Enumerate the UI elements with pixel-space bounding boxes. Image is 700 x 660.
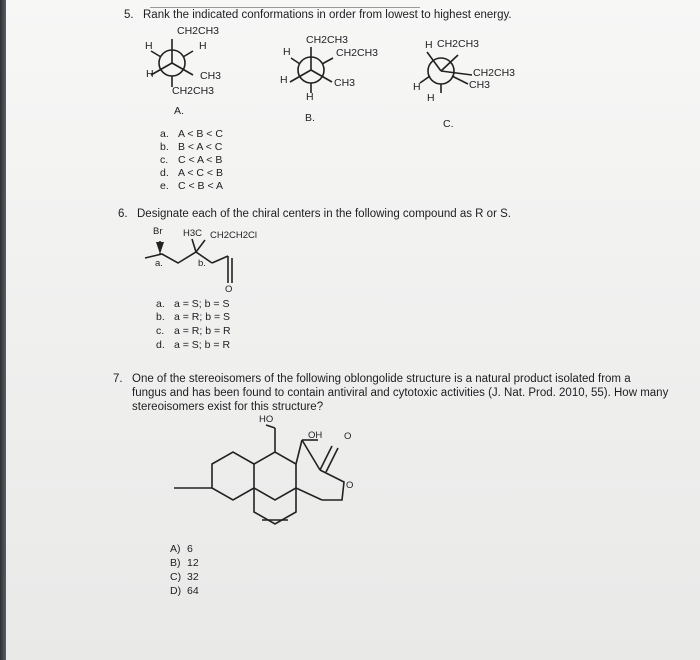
q6-number: 6. bbox=[118, 208, 128, 220]
q7-option-a-text[interactable]: 6 bbox=[187, 543, 193, 555]
q6-center-b-label: b. bbox=[198, 258, 206, 269]
q7-ring-o-label: O bbox=[346, 480, 354, 491]
q6-h3c-label: H3C bbox=[183, 228, 203, 239]
q5-option-c-letter: c. bbox=[160, 154, 169, 166]
q7-option-c-text[interactable]: 32 bbox=[187, 571, 199, 583]
q7-number: 7. bbox=[113, 373, 123, 385]
q6-option-b-letter: b. bbox=[156, 311, 165, 323]
q5-prompt: Rank the indicated conformations in order from lowest to highest energy. bbox=[143, 9, 512, 21]
q5-option-e-letter: e. bbox=[160, 180, 169, 192]
q7-prompt-line-2: fungus and has been found to contain antiviral and cytotoxic activities (J. Nat. Prod. 2010, 55). How many bbox=[132, 387, 669, 399]
q7-prompt-line-3: stereoisomers exist for this structure? bbox=[132, 401, 324, 413]
q7-option-b-text[interactable]: 12 bbox=[187, 557, 199, 569]
q5-number: 5. bbox=[124, 9, 134, 21]
q7-option-d-text[interactable]: 64 bbox=[187, 585, 199, 597]
q6-option-a-letter: a. bbox=[156, 298, 165, 310]
q6-option-b-text[interactable]: a = R; b = S bbox=[174, 311, 231, 323]
newman-a-top: CH2CH3 bbox=[177, 25, 220, 37]
q7-option-a-letter: A) bbox=[170, 543, 181, 555]
q7-option-b-letter: B) bbox=[170, 557, 181, 569]
newman-b-ll: H bbox=[280, 74, 288, 86]
q5-option-d-text[interactable]: A < C < B bbox=[178, 167, 223, 179]
q6-option-d-text[interactable]: a = S; b = R bbox=[174, 339, 231, 351]
q7-option-c-letter: C) bbox=[170, 571, 182, 583]
q6-option-d-letter: d. bbox=[156, 339, 165, 351]
newman-b-lr: CH3 bbox=[334, 77, 356, 89]
q5-option-e-text[interactable]: C < B < A bbox=[178, 180, 223, 192]
q6-oxygen-label: O bbox=[225, 284, 233, 295]
q7-ho-label: HO bbox=[259, 414, 274, 425]
newman-b-top: CH2CH3 bbox=[306, 34, 349, 46]
newman-c-r2: CH3 bbox=[469, 79, 491, 91]
q5-option-d-letter: d. bbox=[160, 167, 169, 179]
q5-option-c-text[interactable]: C < A < B bbox=[178, 154, 223, 166]
q5-option-b-letter: b. bbox=[160, 141, 169, 153]
q6-ch2ch2cl-label: CH2CH2Cl bbox=[210, 230, 257, 241]
newman-b-label: B. bbox=[305, 112, 315, 124]
q7-prompt-line-1: One of the stereoisomers of the following oblongolide structure is a natural product isolated from a bbox=[132, 373, 631, 385]
newman-a-lr: CH3 bbox=[200, 70, 222, 82]
newman-a-ll: H bbox=[146, 68, 154, 80]
newman-c-r1: CH2CH3 bbox=[473, 67, 516, 79]
q7-oh-label: OH bbox=[308, 430, 323, 441]
newman-c-tl: H bbox=[425, 39, 433, 51]
newman-a-ur: H bbox=[199, 40, 207, 52]
q7-carbonyl-o-label: O bbox=[344, 431, 352, 442]
newman-b-ul: H bbox=[283, 46, 291, 58]
q6-option-c-letter: c. bbox=[156, 325, 165, 337]
q7-option-d-letter: D) bbox=[170, 585, 182, 597]
q6-prompt: Designate each of the chiral centers in the following compound as R or S. bbox=[137, 208, 511, 220]
q5-option-a-text[interactable]: A < B < C bbox=[178, 128, 223, 140]
newman-c-ll: H bbox=[413, 81, 421, 93]
newman-c-label: C. bbox=[443, 118, 454, 130]
newman-c-tr: CH2CH3 bbox=[437, 38, 480, 50]
q6-option-a-text[interactable]: a = S; b = S bbox=[174, 298, 230, 310]
newman-c-bottom: H bbox=[427, 92, 435, 104]
newman-a-label: A. bbox=[174, 105, 184, 117]
newman-a-ul: H bbox=[145, 40, 153, 52]
newman-b-bottom: H bbox=[306, 91, 314, 103]
q6-br-label: Br bbox=[153, 226, 163, 237]
q6-option-c-text[interactable]: a = R; b = R bbox=[174, 325, 231, 337]
newman-b-ur: CH2CH3 bbox=[336, 47, 379, 59]
q5-option-b-text[interactable]: B < A < C bbox=[178, 141, 223, 153]
q5-option-a-letter: a. bbox=[160, 128, 169, 140]
q6-center-a-label: a. bbox=[155, 258, 163, 269]
newman-a-bottom: CH2CH3 bbox=[172, 85, 215, 97]
